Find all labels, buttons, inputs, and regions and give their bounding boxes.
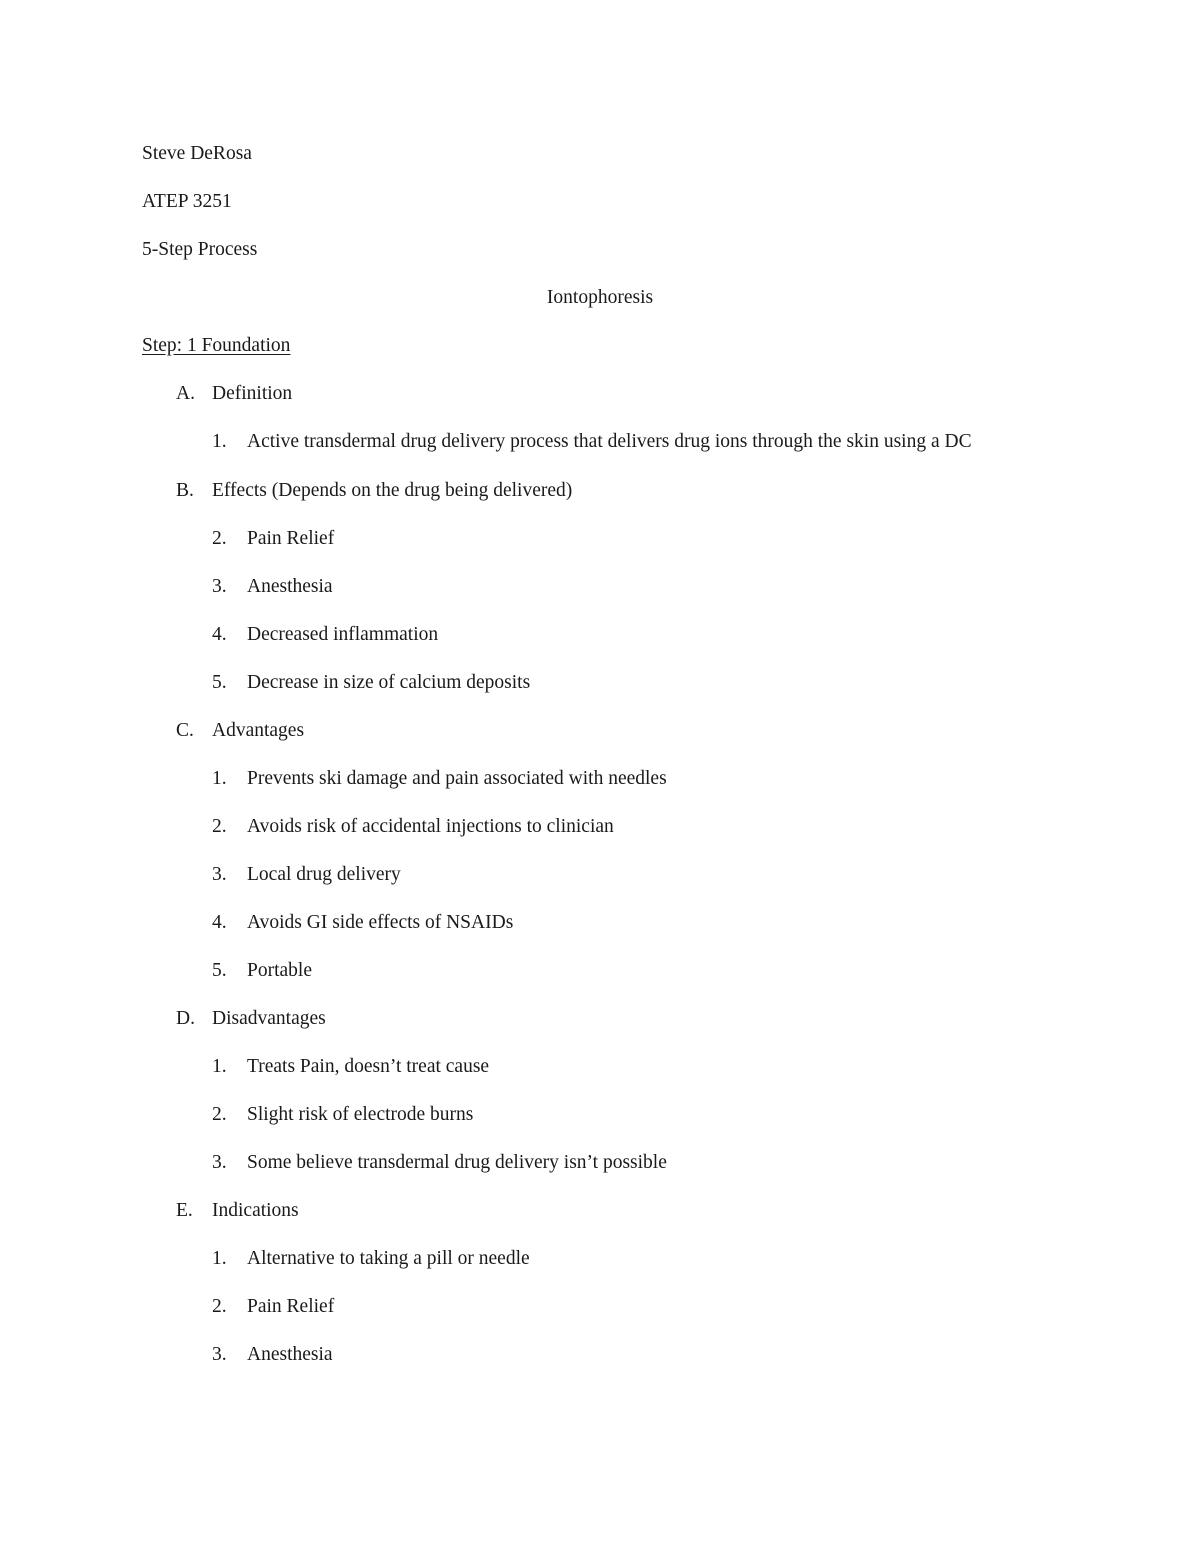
author-name: Steve DeRosa	[142, 143, 252, 164]
section-c-marker: C.	[176, 720, 194, 741]
list-item: Decreased inflammation	[247, 624, 439, 645]
section-e-heading: Indications	[212, 1200, 299, 1221]
list-item: Local drug delivery	[247, 864, 401, 885]
list-item: Alternative to taking a pill or needle	[247, 1248, 530, 1269]
section-d-heading: Disadvantages	[212, 1008, 326, 1029]
list-item-number: 2.	[212, 1296, 227, 1317]
section-c-heading: Advantages	[212, 720, 305, 741]
list-item: Portable	[247, 960, 312, 981]
list-item-number: 2.	[212, 528, 227, 549]
list-item: Prevents ski damage and pain associated with needles	[247, 768, 667, 789]
list-item: Treats Pain, doesn’t treat cause	[247, 1056, 490, 1077]
list-item-number: 4.	[212, 912, 227, 933]
list-item: Slight risk of electrode burns	[247, 1104, 474, 1125]
list-item-number: 5.	[212, 960, 227, 981]
section-d-marker: D.	[176, 1008, 195, 1029]
list-item-number: 1.	[212, 768, 227, 789]
list-item: Some believe transdermal drug delivery isn’t possible	[247, 1152, 667, 1173]
step-heading: Step: 1 Foundation	[142, 335, 291, 356]
assignment-name: 5-Step Process	[142, 239, 258, 260]
list-item-number: 3.	[212, 576, 227, 597]
section-b-heading: Effects (Depends on the drug being delivered)	[212, 480, 573, 501]
section-a-heading: Definition	[212, 383, 293, 404]
list-item-number: 2.	[212, 1104, 227, 1125]
list-item-number: 3.	[212, 1344, 227, 1365]
list-item-number: 3.	[212, 864, 227, 885]
section-b-marker: B.	[176, 480, 194, 501]
list-item-number: 3.	[212, 1152, 227, 1173]
section-e-marker: E.	[176, 1200, 193, 1221]
list-item: Anesthesia	[247, 576, 333, 597]
list-item-number: 2.	[212, 816, 227, 837]
course-code: ATEP 3251	[142, 191, 232, 212]
list-item: Pain Relief	[247, 528, 335, 549]
list-item: Anesthesia	[247, 1344, 333, 1365]
list-item: Avoids risk of accidental injections to clinician	[247, 816, 614, 837]
list-item: Avoids GI side effects of NSAIDs	[247, 912, 514, 933]
list-item-number: 1.	[212, 1248, 227, 1269]
document-title: Iontophoresis	[546, 287, 654, 308]
list-item: Active transdermal drug delivery process that delivers drug ions through the skin using a DC	[247, 431, 972, 452]
section-a-marker: A.	[176, 383, 195, 404]
list-item-number: 1.	[212, 1056, 227, 1077]
list-item-number: 1.	[212, 431, 227, 452]
list-item: Decrease in size of calcium deposits	[247, 672, 531, 693]
list-item-number: 4.	[212, 624, 227, 645]
list-item-number: 5.	[212, 672, 227, 693]
list-item: Pain Relief	[247, 1296, 335, 1317]
